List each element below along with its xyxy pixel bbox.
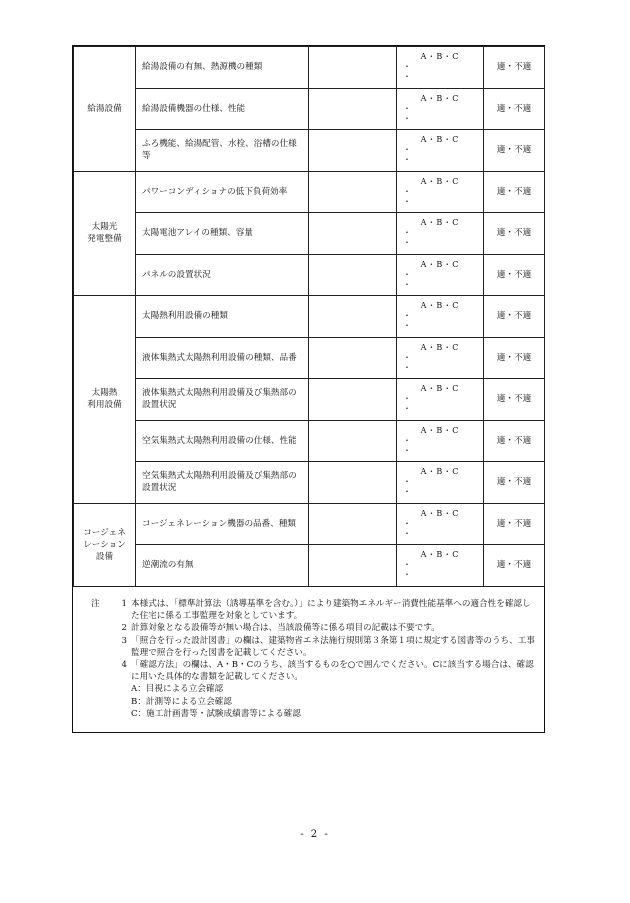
result-cell[interactable]: 適・不適 — [484, 171, 545, 213]
note-number: 3 — [121, 635, 127, 646]
check-item: 液体集熱式太陽熱利用設備の種類、品番 — [136, 337, 309, 379]
method-cell[interactable] — [397, 420, 484, 462]
method-cell[interactable] — [397, 47, 484, 89]
result-cell[interactable]: 適・不適 — [484, 462, 545, 504]
check-item: 空気集熱式太陽熱利用設備及び集熱部の設置状況 — [136, 462, 309, 504]
table-row — [74, 171, 545, 213]
category-cell — [74, 503, 136, 586]
note-2 — [87, 622, 539, 634]
method-c: C：施工計画書等・試験成績書等による確認 — [131, 708, 301, 719]
design-doc-cell[interactable] — [309, 254, 397, 296]
method-cell[interactable] — [397, 379, 484, 421]
bullet-mark: ・ — [403, 352, 411, 362]
bullet-mark: ・ — [403, 518, 411, 528]
method-options[interactable]: A・B・C — [420, 384, 460, 394]
check-item: 太陽電池アレイの種類、容量 — [136, 213, 309, 255]
bullet-mark: ・ — [403, 155, 411, 165]
design-doc-cell[interactable] — [309, 379, 397, 421]
category-label: レーション — [83, 539, 126, 550]
method-options[interactable]: A・B・C — [420, 218, 460, 228]
method-cell[interactable] — [397, 88, 484, 130]
check-item: 液体集熱式太陽熱利用設備及び集熱部の設置状況 — [136, 379, 309, 421]
check-item: 空気集熱式太陽熱利用設備の仕様、性能 — [136, 420, 309, 462]
note-text: 「確認方法」の欄は、A・B・Cのうち、該当するものを○で囲んでください。Cに該当する場合は、確認に用いた具体的な書類を記載してください。 — [131, 660, 534, 683]
bullet-mark: ・ — [403, 279, 411, 289]
table-row — [74, 545, 545, 587]
method-options[interactable]: A・B・C — [420, 467, 460, 477]
note-3 — [87, 635, 539, 659]
check-item: パネルの設置状況 — [136, 254, 309, 296]
check-item: 給湯設備機器の仕様、性能 — [136, 88, 309, 130]
method-cell[interactable] — [397, 503, 484, 545]
method-cell[interactable] — [397, 254, 484, 296]
note-label: 注 — [91, 599, 100, 609]
method-options[interactable]: A・B・C — [420, 550, 460, 560]
form-frame — [72, 45, 545, 733]
note-4 — [87, 659, 539, 683]
page-number: - 2 - — [300, 829, 330, 840]
note-number: 4 — [121, 660, 127, 671]
bullet-mark: ・ — [403, 228, 411, 238]
method-a: A：目視による立会確認 — [131, 684, 224, 695]
note-text: 本様式は、「標準計算法（誘導基準を含む。）」により建築物エネルギー消費性能基準への適合性を確認した住宅に係る工事監理を対象としています。 — [131, 599, 531, 622]
table-row — [74, 296, 545, 338]
method-cell[interactable] — [397, 130, 484, 172]
result-cell[interactable]: 適・不適 — [484, 296, 545, 338]
bullet-mark: ・ — [403, 62, 411, 72]
bullet-mark: ・ — [403, 186, 411, 196]
method-cell[interactable] — [397, 337, 484, 379]
table-row — [74, 213, 545, 255]
category-cell — [74, 47, 136, 172]
method-options[interactable]: A・B・C — [420, 425, 460, 435]
method-options[interactable]: A・B・C — [420, 301, 460, 311]
result-cell[interactable]: 適・不適 — [484, 420, 545, 462]
category-cell — [74, 296, 136, 504]
method-options[interactable]: A・B・C — [420, 508, 460, 518]
design-doc-cell[interactable] — [309, 171, 397, 213]
result-cell[interactable]: 適・不適 — [484, 254, 545, 296]
design-doc-cell[interactable] — [309, 130, 397, 172]
bullet-mark: ・ — [403, 528, 411, 538]
table-row — [74, 47, 545, 89]
result-cell[interactable]: 適・不適 — [484, 337, 545, 379]
result-cell[interactable]: 適・不適 — [484, 545, 545, 587]
note-text: 「照合を行った設計図書」の欄は、建築物省エネ法施行規則第３条第１項に規定する図書等のうち、工事監理で照合を行った図書を記載してください。 — [131, 635, 535, 658]
design-doc-cell[interactable] — [309, 545, 397, 587]
bullet-mark: ・ — [403, 570, 411, 580]
bullet-mark: ・ — [403, 103, 411, 113]
result-cell[interactable]: 適・不適 — [484, 379, 545, 421]
bullet-mark: ・ — [403, 72, 411, 82]
table-row — [74, 130, 545, 172]
table-row — [74, 503, 545, 545]
result-cell[interactable]: 適・不適 — [484, 88, 545, 130]
category-cell — [74, 171, 136, 296]
design-doc-cell[interactable] — [309, 337, 397, 379]
table-row — [74, 462, 545, 504]
category-label: 太陽熱 — [91, 388, 118, 399]
check-item: 逆潮流の有無 — [136, 545, 309, 587]
design-doc-cell[interactable] — [309, 296, 397, 338]
check-item: パワーコンディショナの低下負荷効率 — [136, 171, 309, 213]
table-row — [74, 420, 545, 462]
method-options[interactable]: A・B・C — [420, 342, 460, 352]
bullet-mark: ・ — [403, 311, 411, 321]
design-doc-cell[interactable] — [309, 88, 397, 130]
design-doc-cell[interactable] — [309, 47, 397, 89]
method-options[interactable]: A・B・C — [420, 52, 460, 62]
note-1 — [87, 598, 539, 622]
method-cell[interactable] — [397, 213, 484, 255]
method-cell[interactable] — [397, 296, 484, 338]
method-options[interactable]: A・B・C — [420, 93, 460, 103]
bullet-mark: ・ — [403, 196, 411, 206]
bullet-mark: ・ — [403, 113, 411, 123]
check-item: 給湯設備の有無、熱源機の種類 — [136, 47, 309, 89]
table-row — [74, 337, 545, 379]
bullet-mark: ・ — [403, 394, 411, 404]
method-options[interactable]: A・B・C — [420, 135, 460, 145]
result-cell[interactable]: 適・不適 — [484, 130, 545, 172]
category-label: 給湯設備 — [87, 103, 122, 114]
bullet-mark: ・ — [403, 477, 411, 487]
check-item: コージェネレーション機器の品番、種類 — [136, 503, 309, 545]
bullet-mark: ・ — [403, 560, 411, 570]
method-b: B：計測等による立会確認 — [131, 696, 232, 707]
method-options[interactable]: A・B・C — [420, 176, 460, 186]
equipment-check-table — [73, 46, 545, 587]
note-number: 2 — [121, 623, 127, 634]
design-doc-cell[interactable] — [309, 462, 397, 504]
check-item: ふろ機能、給湯配管、水栓、浴槽の仕様等 — [136, 130, 309, 172]
design-doc-cell[interactable] — [309, 213, 397, 255]
method-cell[interactable] — [397, 171, 484, 213]
category-label: 利用設備 — [87, 400, 122, 411]
bullet-mark: ・ — [403, 445, 411, 455]
table-row — [74, 254, 545, 296]
bullet-mark: ・ — [403, 487, 411, 497]
category-label: コージェネ — [83, 527, 126, 538]
bullet-mark: ・ — [403, 435, 411, 445]
note-text: 計算対象となる設備等が無い場合は、当該設備等に係る項目の記載は不要です。 — [131, 623, 440, 634]
table-row — [74, 88, 545, 130]
notes-section — [87, 598, 539, 720]
method-options[interactable]: A・B・C — [420, 259, 460, 269]
note-number: 1 — [121, 599, 127, 609]
design-doc-cell[interactable] — [309, 503, 397, 545]
table-row — [74, 379, 545, 421]
result-cell[interactable]: 適・不適 — [484, 213, 545, 255]
check-item: 太陽熱利用設備の種類 — [136, 296, 309, 338]
category-label: 太陽光 — [91, 222, 118, 233]
bullet-mark: ・ — [403, 238, 411, 248]
method-cell[interactable] — [397, 545, 484, 587]
design-doc-cell[interactable] — [309, 420, 397, 462]
bullet-mark: ・ — [403, 362, 411, 372]
result-cell[interactable]: 適・不適 — [484, 47, 545, 89]
bullet-mark: ・ — [403, 269, 411, 279]
category-label: 設備 — [95, 551, 114, 562]
result-cell[interactable]: 適・不適 — [484, 503, 545, 545]
bullet-mark: ・ — [403, 321, 411, 331]
method-cell[interactable] — [397, 462, 484, 504]
bullet-mark: ・ — [403, 145, 411, 155]
bullet-mark: ・ — [403, 404, 411, 414]
category-label: 発電整備 — [87, 234, 122, 245]
